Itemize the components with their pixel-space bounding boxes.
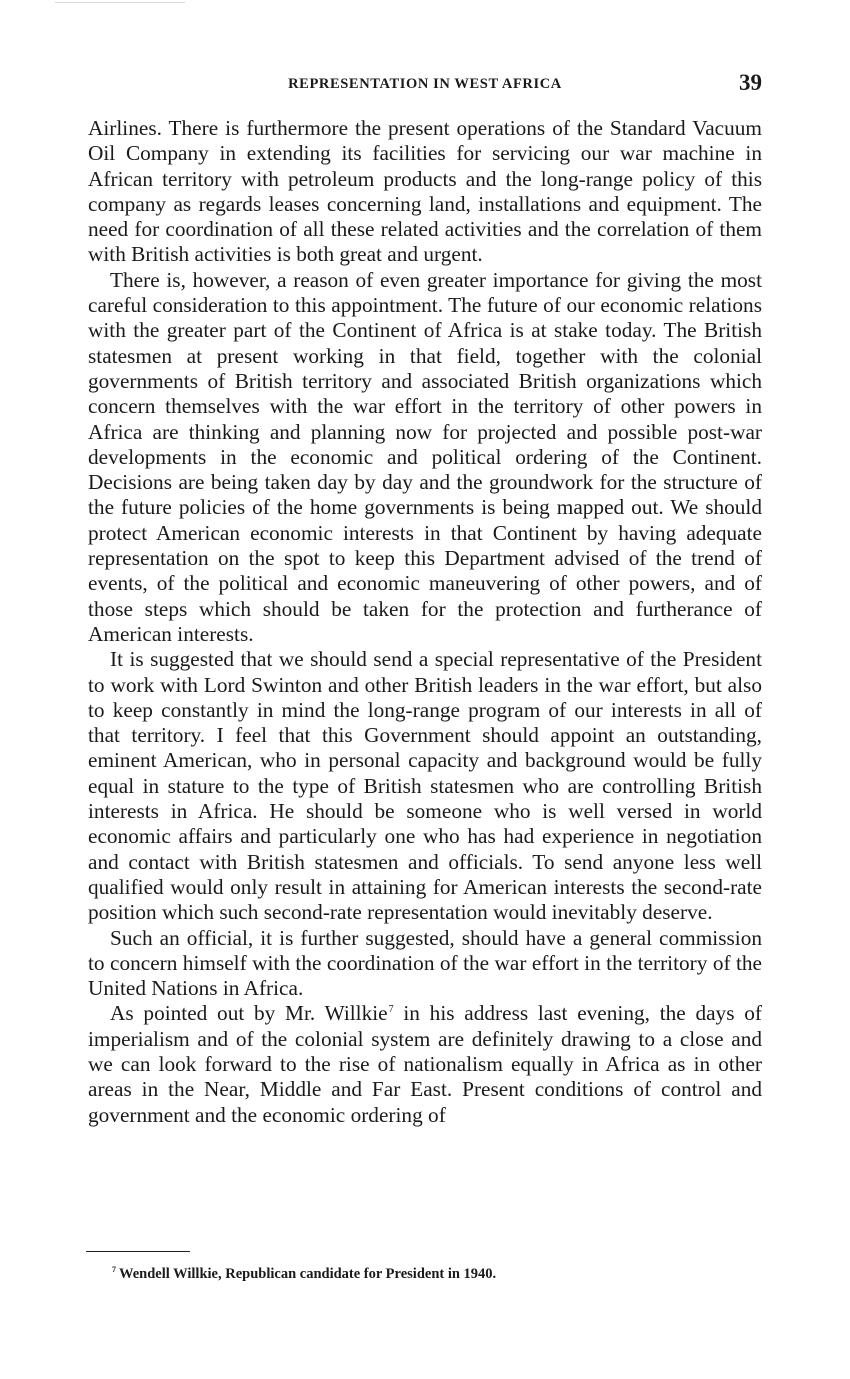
paragraph-continued: Airlines. There is furthermore the present operations of the Standard Vacuum Oil Company in extending its facilities for servicing our war machine in African territory with petroleum products and the long-range policy of this company as regards leases concerning land, installations and equipment. The need for coordination of all these related activities and the correlation of them with British activities is both great and urgent.: [88, 116, 762, 267]
footnote-text: Wendell Willkie, Republican candidate for President in 1940.: [119, 1266, 497, 1282]
paragraph-economic-relations: There is, however, a reason of even greater importance for giving the most careful consideration to this appointment. The future of our economic relations with the greater part of the Continent of Africa is at stake today. The British statesmen at present working in that field, together with the colonial governments of British territory and associated British organizations which concern themselves with the war effort in the territory of other powers in Africa are thinking and planning now for projected and possible post-war developments in the economic and political ordering of the Continent. Decisions are being taken day by day and the groundwork for the structure of the future policies of the home governments is being mapped out. We should protect American economic interests in that Continent by having adequate representation on the spot to keep this Department advised of the trend of events, of the political and economic maneuvering of other powers, and of those steps which should be taken for the protection and furtherance of American interests.: [88, 267, 762, 646]
paragraph-special-representative: It is suggested that we should send a special representative of the President to work with Lord Swinton and other British leaders in the war effort, but also to keep constantly in mind the long-range program of our interests in all of that territory. I feel that this Government should appoint an outstanding, eminent American, who in personal capacity and background would be fully equal in stature to the type of British statesmen who are controlling British interests in Africa. He should be someone who is well versed in world economic affairs and particularly one who has had experience in negotiation and contact with British statesmen and officials. To send anyone less well qualified would only result in attaining for American interests the second-rate position which such second-rate representation would inevitably deserve.: [88, 647, 762, 925]
running-title: REPRESENTATION IN WEST AFRICA: [288, 76, 562, 92]
running-header: [88, 70, 762, 100]
page-number: 39: [739, 70, 762, 95]
footnote-divider: [86, 1251, 190, 1252]
footnote-reference[interactable]: 7: [388, 1004, 394, 1016]
footnote: [112, 1265, 762, 1283]
paragraph-willkie: [88, 1001, 762, 1127]
body-text: [88, 116, 762, 1128]
willkie-text-end: in his address last evening, the days of imperialism and of the colonial system are definitely drawing to a close and we can look forward to the rise of nationalism equally in Africa as in other areas in the Near, Middle and Far East. Present conditions of control and government and the economic ordering of: [88, 1001, 762, 1127]
paragraph-general-commission: Such an official, it is further suggested, should have a general commission to concern himself with the coordination of the war effort in the territory of the United Nations in Africa.: [88, 925, 762, 1001]
scan-edge-line: [55, 2, 185, 3]
willkie-text-start: As pointed out by Mr. Willkie: [110, 1001, 388, 1026]
footnote-marker: 7: [112, 1265, 116, 1275]
